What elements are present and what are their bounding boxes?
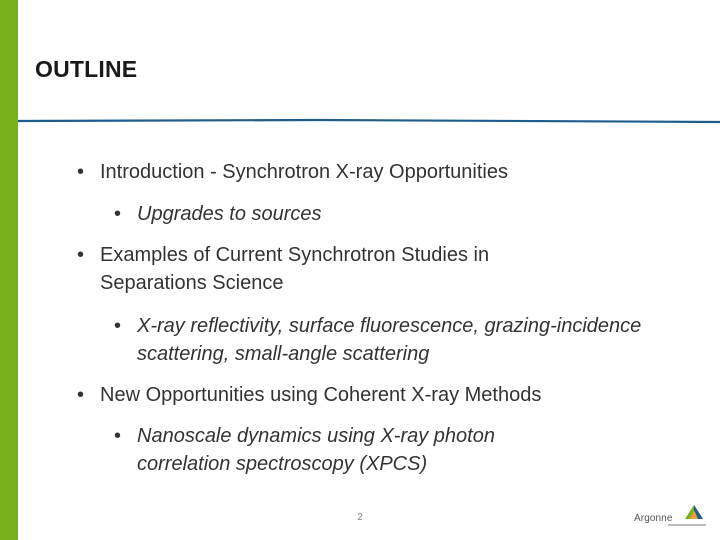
page-number: 2 <box>357 512 363 523</box>
bullet-text: New Opportunities using Coherent X-ray Methods <box>100 384 542 406</box>
bullet-marker: • <box>114 315 122 337</box>
bullet-item <box>77 158 637 186</box>
sub-bullet-item <box>114 312 654 368</box>
argonne-logo-icon <box>684 504 704 520</box>
argonne-logo <box>628 500 708 530</box>
bullet-marker: • <box>114 203 122 225</box>
slide-title: OUTLINE <box>35 56 138 82</box>
bullet-marker: • <box>114 425 122 447</box>
bullet-marker: • <box>77 161 85 183</box>
bullet-text: Examples of Current Synchrotron Studies in Separations Science <box>100 244 490 294</box>
bullet-text: Nanoscale dynamics using X-ray photon correlation spectroscopy (XPCS) <box>137 425 495 475</box>
bullet-text: Introduction - Synchrotron X-ray Opportunities <box>100 161 508 183</box>
bullet-text: X-ray reflectivity, surface fluorescence, grazing-incidence scattering, small-angle scattering <box>137 315 642 365</box>
sub-bullet-item <box>114 422 584 478</box>
logo-tagline-line <box>668 524 706 526</box>
sub-bullet-item <box>114 200 654 228</box>
logo-wordmark: Argonne <box>634 513 673 524</box>
bullet-marker: • <box>77 384 85 406</box>
bullet-item <box>77 241 577 297</box>
bullet-marker: • <box>77 244 85 266</box>
bullet-text: Upgrades to sources <box>137 203 322 225</box>
bullet-item <box>77 381 637 409</box>
